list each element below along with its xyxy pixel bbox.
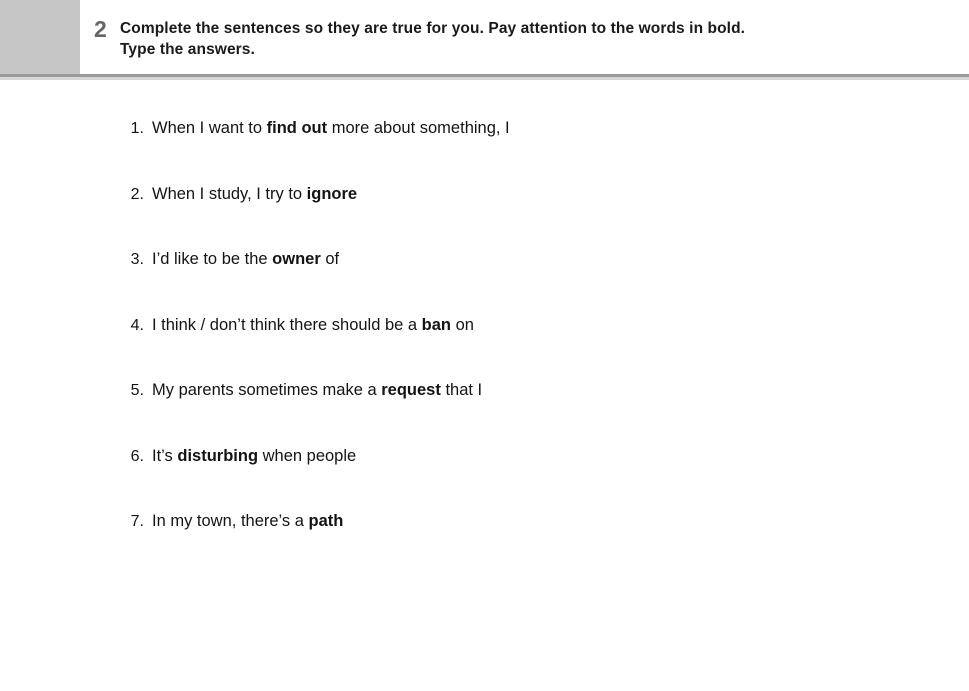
sentence-item-text [152,447,356,466]
bold-keyword: ignore [306,184,358,203]
sentence-item-number: 5. [130,382,144,399]
sentence-item-text [152,250,339,269]
sentence-item-text [152,512,343,531]
sentence-fragment: In my town, there’s a [152,512,309,530]
sentence-fragment: I think / don’t think there should be a [152,315,422,334]
header-color-swatch [0,0,80,74]
sentence-item [126,185,969,251]
sentence-fragment: when people [258,446,357,465]
sentence-fragment: It’s [152,446,178,465]
bold-keyword: path [308,512,344,530]
sentence-fragment: My parents sometimes make a [152,381,382,399]
sentence-item [126,316,969,382]
sentence-list [0,119,969,578]
sentence-fragment: that I [440,381,483,399]
exercise-number: 2 [94,16,107,42]
sentence-item-number: 3. [130,251,144,268]
sentence-item-text [152,185,357,204]
sentence-fragment: When I want to [152,119,267,137]
instructions-line-1: Complete the sentences so they are true for you. Pay attention to the words in bold. [120,20,746,37]
sentence-fragment: of [320,250,340,268]
sentence-item-text [152,381,482,400]
instructions-line-2: Type the answers. [120,40,255,58]
exercise-header [0,0,969,74]
header-divider [0,74,969,82]
sentence-item-number: 1. [130,120,144,137]
sentence-item-number: 2. [130,185,144,203]
bold-keyword: ban [421,315,452,334]
sentence-fragment: more about something, I [327,119,510,137]
bold-keyword: request [381,381,441,399]
sentence-item-number: 6. [130,447,144,465]
divider-light-line [0,77,969,80]
sentence-fragment: I’d like to be the [152,250,273,268]
sentence-item-number: 4. [130,316,144,334]
sentence-item-text [152,316,474,335]
sentence-fragment: When I study, I try to [152,184,307,203]
exercise-instructions [120,0,745,60]
sentence-item [126,512,969,578]
sentence-item [126,447,969,513]
sentence-item [126,250,969,316]
sentence-item-number: 7. [130,513,144,530]
sentence-item [126,119,969,185]
bold-keyword: owner [272,250,321,268]
sentence-fragment: on [451,315,474,334]
sentence-item-text [152,119,510,138]
sentence-item [126,381,969,447]
bold-keyword: find out [266,119,328,137]
bold-keyword: disturbing [177,446,259,465]
